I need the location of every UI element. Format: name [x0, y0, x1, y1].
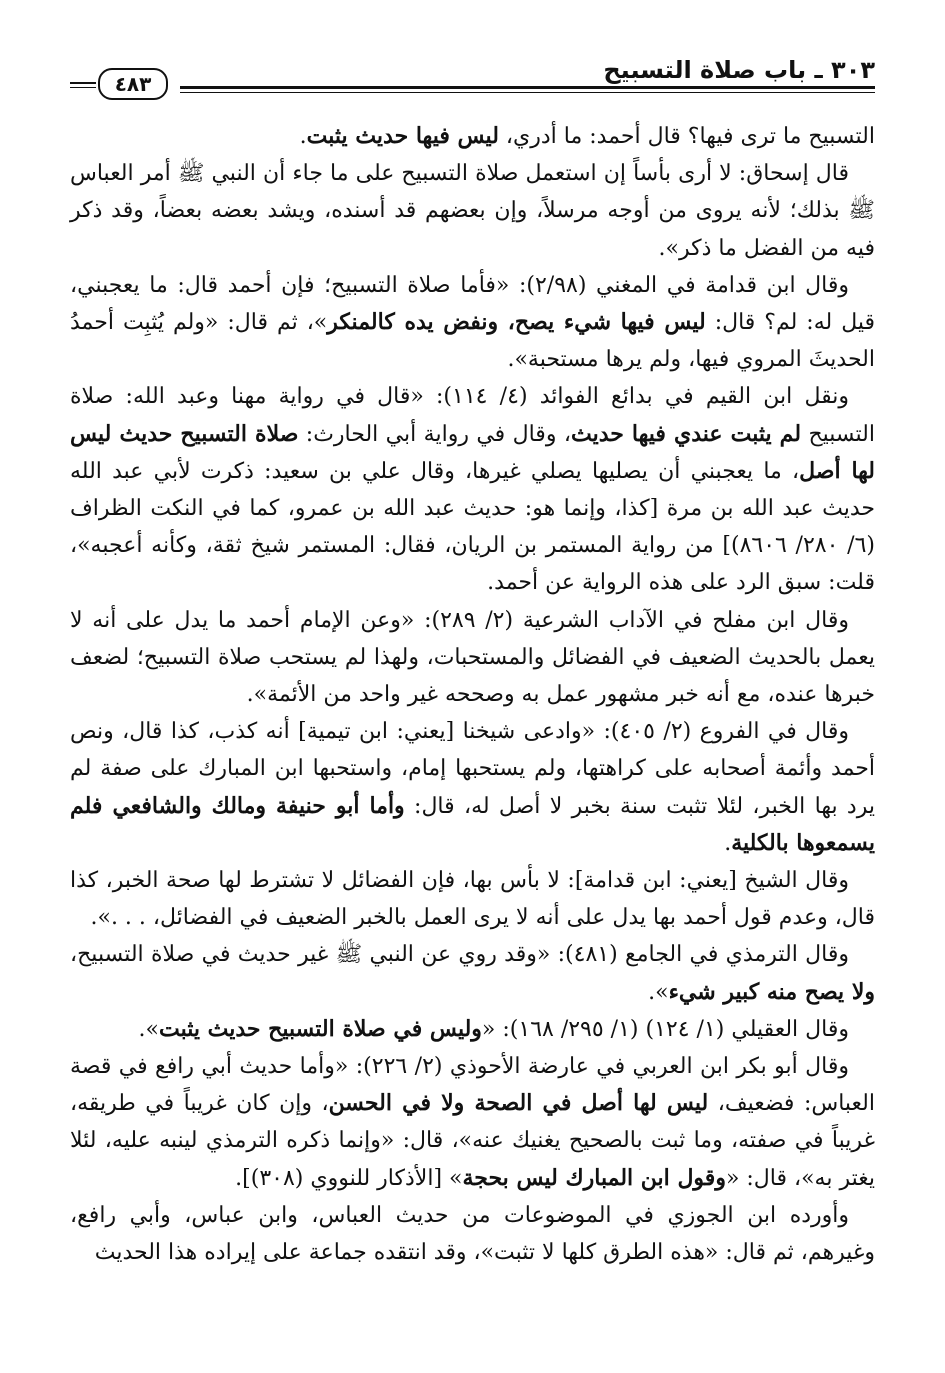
- chapter-title: ٣٠٣ ـ باب صلاة التسبيح: [603, 56, 875, 84]
- text-run: وقال ابن مفلح في الآداب الشرعية (٢/ ٢٨٩): «وعن الإمام أحمد ما يدل على أنه لا يعمل بالحديث الضعيف في الفضائل والمستحبات، ولهذا لم يستحب صلاة التسبيح؛ لضعف خبرها عنده، مع أنه خبر مشهور عمل به وصححه غير واحد من الأئمة».: [70, 607, 875, 708]
- bold-quote: وليس في صلاة التسبيح حديث يثبت: [158, 1015, 482, 1042]
- text-run: وقال العقيلي (١/ ١٢٤) (١/ ٢٩٥/ ١٦٨): «: [481, 1016, 849, 1042]
- paragraph: [70, 155, 875, 267]
- bold-quote: وأما أبو حنيفة ومالك والشافعي فلم يسمعوها بالكلية: [70, 792, 875, 856]
- text-run: قال إسحاق: لا أرى بأساً إن استعمل صلاة التسبيح على ما جاء أن النبي ﷺ أمر العباس ﷺ بذلك؛ لأنه يروى من أوجه مرسلاً، وإن بعضهم قد أسنده، ويشد بعضه بعضاً، وقد ذكر فيه من الفضل ما ذكر».: [70, 161, 875, 261]
- bold-quote: ولا يصح منه كبير شيء: [668, 978, 875, 1005]
- paragraph: [70, 602, 875, 714]
- text-run: ، وإن كان غريباً في طريقه، غريباً في صفته، وما ثبت بالصحيح يغنيك عنه»، قال: «وإنما ذكره الترمذي لينبه عليه، لئلا يغتر به»، قال: «: [70, 1091, 875, 1191]
- text-run: .: [724, 830, 732, 856]
- page-number: ٤٨٣: [98, 68, 168, 100]
- text-run: ».: [138, 1016, 159, 1042]
- page-header: [70, 52, 875, 102]
- bold-quote: ليس فيها شيء يصح، ونفض يده كالمنكر: [327, 309, 706, 336]
- paragraph: [70, 713, 875, 862]
- paragraph: [70, 378, 875, 601]
- paragraph: [70, 862, 875, 936]
- header-rule-thin: [180, 92, 875, 93]
- text-run: ، ما يعجبني أن يصليها يصلي غيرها، وقال علي بن سعيد: ذكرت لأبي عبد الله حديث عبد الله بن مرة [كذا، وإنما هو: حديث عبد الله بن عمرو، كما في النكت الظراف (٦/ ٢٨٠/ ٨٦٠٦)] من رواية المستمر بن الريان، فقال: المستمر شيخ ثقة، وكأنه أعجبه»، قلت: سبق الرد على هذه الرواية عن أحمد.: [70, 458, 876, 596]
- ornament-line: [70, 87, 96, 88]
- text-run: وقال في الفروع (٢/ ٤٠٥): «وادعى شيخنا [يعني: ابن تيمية] أنه كذب، كذا قال، ونص أحمد وأئمة أصحابه على كراهتها، ولم يستحبها إمام، واستحبها ابن المبارك على صفة لم يرد بها الخبر، لئلا تثبت سنة بخبر لا أصل له، قال:: [70, 719, 875, 819]
- text-run: وقال أبو بكر ابن العربي في عارضة الأحوذي (٢/ ٢٢٦): «وأما حديث أبي رافع في قصة العباس: فضعيف،: [70, 1054, 875, 1117]
- text-run: ونقل ابن القيم في بدائع الفوائد (٤/ ١١٤): «قال في رواية مهنا وعبد الله: صلاة التسبيح: [70, 384, 876, 447]
- bold-quote: وقول ابن المبارك ليس بحجة: [462, 1164, 726, 1191]
- paragraph: [70, 936, 875, 1010]
- paragraph: [70, 1197, 875, 1271]
- paragraph: [70, 1048, 875, 1197]
- text-run: »، ثم قال: «ولم يُثبِت أحمدُ الحديثَ المروي فيها، ولم يرها مستحبة».: [70, 310, 875, 373]
- paragraph: [70, 118, 875, 155]
- text-run: ، وقال في رواية أبي الحارث:: [298, 421, 571, 447]
- text-run: .: [299, 124, 307, 149]
- text-run: » [الأذكار للنووي (٣٠٨)].: [235, 1165, 463, 1191]
- ornament-line: [70, 82, 96, 84]
- bold-quote: لم يثبت عندي فيها حديث: [570, 420, 802, 447]
- text-run: وقال ابن قدامة في المغني (٢/٩٨): «فأما صلاة التسبيح؛ فإن أحمد قال: ما يعجبني، قيل له: لم؟ قال:: [70, 272, 876, 336]
- bold-quote: صلاة التسبيح حديث ليس لها أصل: [70, 420, 875, 484]
- text-run: وأورده ابن الجوزي في الموضوعات من حديث العباس، وابن عباس، وأبي رافع، وغيرهم، ثم قال: «هذه الطرق كلها لا تثبت»، وقد انتقده جماعة على إيراده هذا الحديث: [70, 1202, 875, 1266]
- bold-quote: ليس فيها حديث يثبت: [306, 123, 499, 149]
- header-rule: [180, 86, 875, 89]
- text-run: ».: [648, 979, 669, 1005]
- paragraph: [70, 267, 875, 379]
- text-run: وقال الترمذي في الجامع (٤٨١): «وقد روي عن النبي ﷺ غير حديث في صلاة التسبيح،: [70, 942, 849, 968]
- text-run: وقال الشيخ [يعني: ابن قدامة]: لا بأس بها، فإن الفضائل لا تشترط لها صحة الخبر، كذا قال، وعدم قول أحمد بها يدل على أنه لا يرى العمل بالخبر الضعيف في الفضائل، . . .».: [70, 868, 875, 931]
- paragraph: [70, 1011, 875, 1048]
- page-number-ornament: [70, 68, 180, 100]
- text-run: التسبيح ما ترى فيها؟ قال أحمد: ما أدري،: [498, 124, 875, 149]
- body-text: [70, 118, 875, 1271]
- bold-quote: ليس لها أصل في الصحة ولا في الحسن: [328, 1090, 709, 1117]
